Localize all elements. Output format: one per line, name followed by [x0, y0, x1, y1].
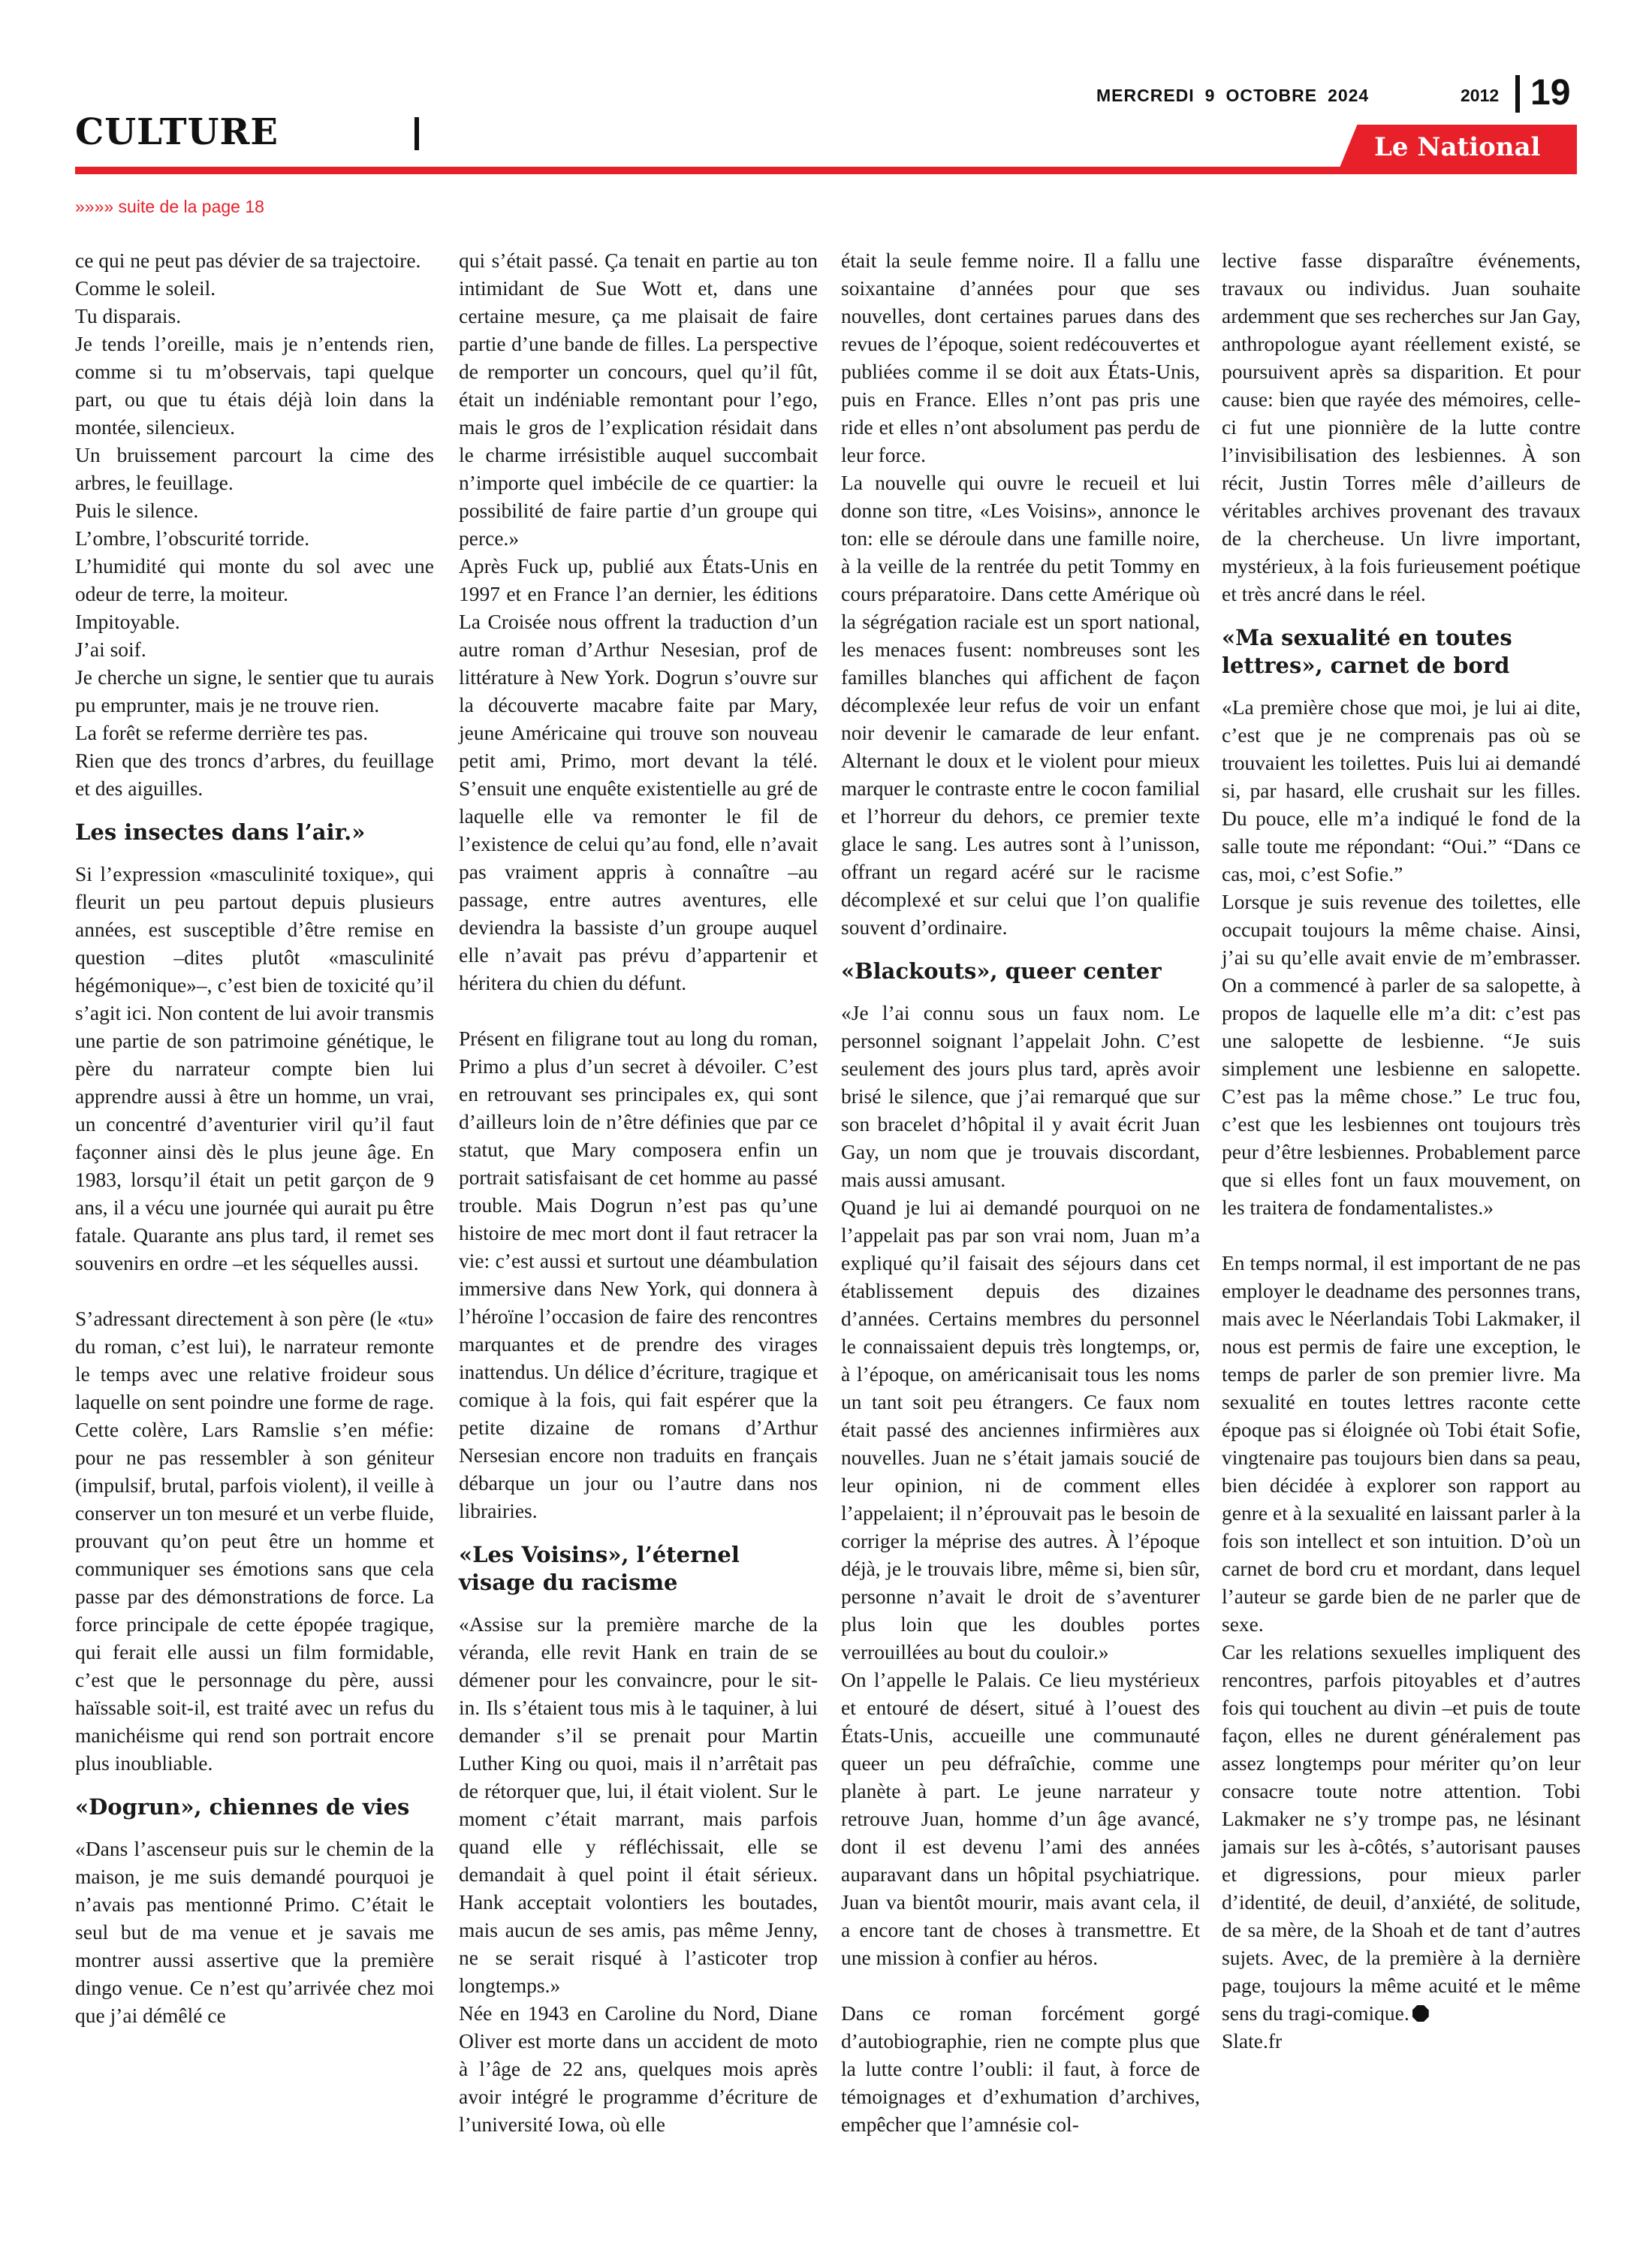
- text-line: L’ombre, l’obscurité torride.: [75, 526, 310, 550]
- paragraph: La nouvelle qui ouvre le recueil et lui donne son titre, «Les Voisins», annonce le ton: elle se déroule dans une famille noire, à la veille de la rentrée du petit Tommy en cours préparatoire. Dans cette Amérique où la ségrégation raciale est un sport national, les menaces fusent: nombreuses sont les familles blanches qui affichent de façon décomplexée leur refus de voir un enfant noir devenir le camarade de leur enfant. Alternant le doux et le violent pour mieux marquer le contraste entre le cocon familial et l’horreur du dehors, ce premier texte glace le sang. Les autres sont à l’unisson, offrant un regard acéré sur le racisme décomplexé et sur celui que l’on qualifie souvent d’ordinaire.: [841, 471, 1201, 939]
- paragraph: Un bruissement parcourt la cime des arbres, le feuillage.: [75, 443, 434, 494]
- text-line: Comme le soleil.: [75, 276, 216, 300]
- subheading: «Dogrun», chiennes de vies: [75, 1794, 410, 1820]
- paragraph: Née en 1943 en Caroline du Nord, Diane Oliver est morte dans un accident de moto à l’âge de 22 ans, quelques mois après avoir intégré le programme d’écriture de l’université Iowa, où elle: [459, 2001, 818, 2136]
- paragraph: Si l’expression «masculinité toxique», qui fleurit un peu partout depuis plusieurs années, est susceptible d’être remise en question –dites plutôt «masculinité hégémonique»–, c’est bien de toxicité qu’il s’agit ici. Non content de lui avoir transmis une partie de son patrimoine génétique, le père du narrateur compte bien lui apprendre aussi à être un homme, un vrai, un concentré d’aventurier viril qu’il faut façonner ainsi dès le plus jeune âge. En 1983, lorsqu’il était un petit garçon de 9 ans, il a vécu une journée qui aurait pu être fatale. Quarante ans plus tard, il remet ses souvenirs en ordre –et les séquelles aussi.: [75, 862, 434, 1274]
- subheading: «Les Voisins», l’éternel visage du racisme: [459, 1542, 740, 1595]
- subheading: Les insectes dans l’air.»: [75, 819, 366, 845]
- issue-number: 2012: [1461, 86, 1500, 105]
- article-column-1: [75, 246, 434, 2029]
- brand-name: Le National: [1374, 132, 1541, 162]
- section-title: CULTURE: [75, 111, 279, 153]
- paragraph: On l’appelle le Palais. Ce lieu mystérieux et entouré de désert, situé à l’ouest des États-Unis, accueille une communauté queer un peu défraîchie, comme une planète à part. Le jeune narrateur y retrouve Juan, homme d’un âge avancé, dont il est devenu l’ami des années auparavant dans un hôpital psychiatrique. Juan va bientôt mourir, mais avant cela, il a encore tant de choses à transmettre. Et une mission à confier au héros.: [841, 1668, 1200, 1969]
- date-year: 2024: [1328, 86, 1370, 105]
- paragraph: «Je l’ai connu sous un faux nom. Le personnel soignant l’appelait John. C’est seulement des jours plus tard, après avoir brisé le silence, que j’ai remarqué que sur son bracelet d’hôpital il y avait écrit Juan Gay, un nom que je trouvais discordant, mais aussi amusant.: [841, 1001, 1200, 1191]
- paragraph: Lorsque je suis revenue des toilettes, elle occupait toujours la même chaise. Ainsi, j’ai su qu’elle avait envie de m’embrasser. On a commencé à parler de sa salopette, à propos de laquelle elle m’a dit: c’est pas une salopette de lesbienne. “Je suis simplement une lesbienne en salopette. C’est pas la même chose.” Le truc fou, c’est que les lesbiennes ont toujours très peur d’être lesbiennes. Probablement parce que si elles font un faux mouvement, on les traitera de fondamentalistes.»: [1222, 890, 1581, 1219]
- paragraph: Après Fuck up, publié aux États-Unis en 1997 et en France l’an dernier, les éditions La Croisée nous offrent la traduction d’un autre roman d’Arthur Nesesian, prof de littérature à New York. Dogrun s’ouvre sur la découverte macabre faite par Mary, jeune Américaine qui trouve son nouveau petit ami, Primo, mort devant la télé. S’ensuit une enquête existentielle au gré de laquelle elle va remonter le fil de l’existence de celui qu’au fond, elle n’avait pas vraiment appris à connaître –au passage, entre autres aventures, elle deviendra la bassiste d’un groupe auquel elle n’avait pas prévu d’appartenir et héritera du chien du défunt.: [459, 554, 818, 994]
- article-column-3: [841, 246, 1200, 2138]
- paragraph: En temps normal, il est important de ne pas employer le deadname des personnes trans, mais avec le Néerlandais Tobi Lakmaker, il nous est permis de faire une exception, le temps de parler de son premier livre. Ma sexualité en toutes lettres raconte cette époque pas si éloignée où Tobi était Sofie, vingtenaire pas toujours bien dans sa peau, bien décidée à explorer son rapport au genre et à la sexualité en laissant parler à la fois son intellect et son intuition. D’où un carnet de bord cru et mordant, dans lequel l’auteur se garde bien de ne parler que de sexe.: [1222, 1251, 1581, 1636]
- date-day: MERCREDI: [1096, 86, 1195, 105]
- paragraph: «Dans l’ascenseur puis sur le chemin de la maison, je me suis demandé pourquoi je n’avais pas mentionné Primo. C’était le seul but de ma venue et je savais me montrer aussi assertive que la première dingo venue. Ce n’est qu’arrivée chez moi que j’ai démêlé ce: [75, 1837, 434, 2027]
- text-line: J’ai soif.: [75, 638, 146, 661]
- text-line: Tu disparais.: [75, 304, 182, 327]
- section-divider: [415, 117, 419, 150]
- subheading: «Blackouts», queer center: [841, 958, 1162, 984]
- paragraph: Rien que des troncs d’arbres, du feuillage et des aiguilles.: [75, 749, 434, 800]
- paragraph: Car les relations sexuelles impliquent des rencontres, parfois pitoyables et d’autres fois qui touchent au divin –et puis de toute façon, elles ne durent généralement pas assez longtemps pour mériter qu’on leur consacre toute notre attention. Tobi Lakmaker ne s’y trompe pas, ne lésinant jamais sur les à-côtés, s’autorisant pauses et digressions, pour mieux parler d’identité, de deuil, d’anxiété, de solitude, de sa mère, de la Shoah et de tant d’autres sujets. Avec, de la première à la dernière page, toujours la même acuité et le même sens du tragi-comique.: [1222, 1640, 1581, 2025]
- text-line: Puis le silence.: [75, 499, 199, 522]
- end-of-article-icon: [1412, 2005, 1429, 2022]
- paragraph: Dans ce roman forcément gorgé d’autobiographie, rien ne compte plus que la lutte contre l’oubli: il faut, à force de témoignages et d’exhumation d’archives, empêcher que l’amnésie col-: [841, 2001, 1200, 2136]
- paragraph: était la seule femme noire. Il a fallu une soixantaine d’années pour que ses nouvelles, dont certaines parues dans des revues de l’époque, soient redécouvertes et publiées comme il se doit aux États-Unis, puis en France. Elles n’ont pas pris une ride et elles n’ont absolument pas perdu de leur force.: [841, 249, 1200, 466]
- paragraph: L’humidité qui monte du sol avec une odeur de terre, la moiteur.: [75, 554, 434, 605]
- continued-from-note: »»»» suite de la page 18: [75, 197, 264, 216]
- subheading: «Ma sexualité en toutes lettres», carnet de bord: [1222, 625, 1512, 678]
- article-column-4: [1222, 246, 1581, 2055]
- article-column-2: [459, 246, 818, 2138]
- paragraph: Présent en filigrane tout au long du roman, Primo a plus d’un secret à dévoiler. C’est en retrouvant ses principales ex, qui sont d’ailleurs loin de n’être définies que par ce statut, que Mary composera enfin un portrait satisfaisant de cet homme au passé trouble. Mais Dogrun n’est pas qu’une histoire de mec mort dont il faut retracer la vie: c’est aussi et surtout une déambulation immersive dans New York, qui donnera à l’héroïne l’occasion de faire des rencontres marquantes et de prendre des virages inattendus. Un délice d’écriture, tragique et comique à la fois, qui fait espérer que la petite dizaine de romans d’Arthur Nersesian encore non traduits en français débarque un jour ou l’autre dans nos librairies.: [459, 1027, 818, 1522]
- paragraph: «La première chose que moi, je lui ai dite, c’est que je ne comprenais pas où se trouvaient les toilettes. Puis lui ai demandé si, par hasard, elle crushait sur les filles. Du pouce, elle m’a indiqué le fond de la salle toute me répondant: “Oui.” “Dans ce cas, moi, c’est Sofie.”: [1222, 695, 1581, 885]
- paragraph: Quand je lui ai demandé pourquoi on ne l’appelait pas par son vrai nom, Juan m’a expliqué qu’il faisait des séjours dans cet établissement depuis des dizaines d’années. Certains membres du personnel le connaissaient depuis très longtemps, or, à l’époque, on américanisait tous les noms un tant soit peu étrangers. Ce faux nom était passé des anciennes infirmières aux nouvelles. Juan ne s’était jamais soucié de leur opinion, ni de comment elles l’appelaient; il n’éprouvait pas le besoin de corriger la méprise des autres. À l’époque déjà, je le trouvais libre, même si, bien sûr, personne n’avait le droit de s’aventurer plus loin que les doubles portes verrouillées au bout du couloir.»: [841, 1196, 1200, 1663]
- paragraph: qui s’était passé. Ça tenait en partie au ton intimidant de Sue Wott et, dans une certaine mesure, ça me plaisait de faire partie d’une bande de filles. La perspective de remporter un concours, quel qu’il fût, était un indéniable remontant pour l’ego, mais le gros de l’explication résidait dans le charme irrésistible auquel succombait n’importe quel imbécile de ce quartier: la possibilité de faire partie d’un groupe qui perce.»: [459, 249, 818, 550]
- text-line: Slate.fr: [1222, 2029, 1283, 2052]
- date-line: [1096, 86, 1369, 106]
- date-month: OCTOBRE: [1225, 86, 1318, 105]
- text-line: Impitoyable.: [75, 610, 180, 633]
- paragraph: ce qui ne peut pas dévier de sa trajectoire.: [75, 249, 421, 272]
- paragraph: Je cherche un signe, le sentier que tu aurais pu emprunter, mais je ne trouve rien.: [75, 665, 434, 716]
- paragraph: lective fasse disparaître événements, travaux ou individus. Juan souhaite ardemment que ses recherches sur Jan Gay, anthropologue ayant réellement existé, se poursuivent après sa disparition. Et pour cause: bien que rayée des mémoires, celle-ci fut une pionnière de la lutte contre l’invisibilisation des lesbiennes. À son récit, Justin Torres mêle d’ailleurs de véritables archives provenant des travaux de la chercheuse. Un livre important, mystérieux, à la fois furieusement poétique et très ancré dans le réel.: [1222, 249, 1581, 605]
- paragraph: «Assise sur la première marche de la véranda, elle revit Hank en train de se démener pour les convaincre, pour le sit-in. Ils s’étaient tous mis à le taquiner, à lui demander s’il se prenait pour Martin Luther King ou quoi, mais il n’arrêtait pas de rétorquer que, lui, il était violent. Sur le moment c’était marrant, mais parfois quand elle y réfléchissait, elle se demandait à quel point il était sérieux. Hank acceptait volontiers les boutades, mais aucun de ses amis, pas même Jenny, ne se serait risqué à l’asticoter trop longtemps.»: [459, 1612, 818, 1997]
- paragraph: La forêt se referme derrière tes pas.: [75, 721, 369, 744]
- page-number-divider: [1515, 75, 1520, 113]
- paragraph: S’adressant directement à son père (le «tu» du roman, c’est lui), le narrateur remonte le temps avec une relative froideur sous laquelle on sent poindre une forme de rage. Cette colère, Lars Ramslie s’en méfie: pour ne pas ressembler à son géniteur (impulsif, brutal, parfois violent), il veille à conserver un ton mesuré et un verbe fluide, prouvant qu’on peut être un homme et communiquer ses émotions sans que cela passe par des démonstrations de force. La force principale de cette épopée tragique, qui ferait elle aussi un film formidable, c’est que le personnage du père, aussi haïssable soit-il, est traité avec un refus du manichéisme qui rend son portrait encore plus inoubliable.: [75, 1307, 434, 1775]
- page-number: 19: [1530, 73, 1571, 113]
- date-number: 9: [1204, 86, 1216, 105]
- paragraph: Je tends l’oreille, mais je n’entends rien, comme si tu m’observais, tapi quelque part, ou que tu étais déjà loin dans la montée, silencieux.: [75, 332, 434, 439]
